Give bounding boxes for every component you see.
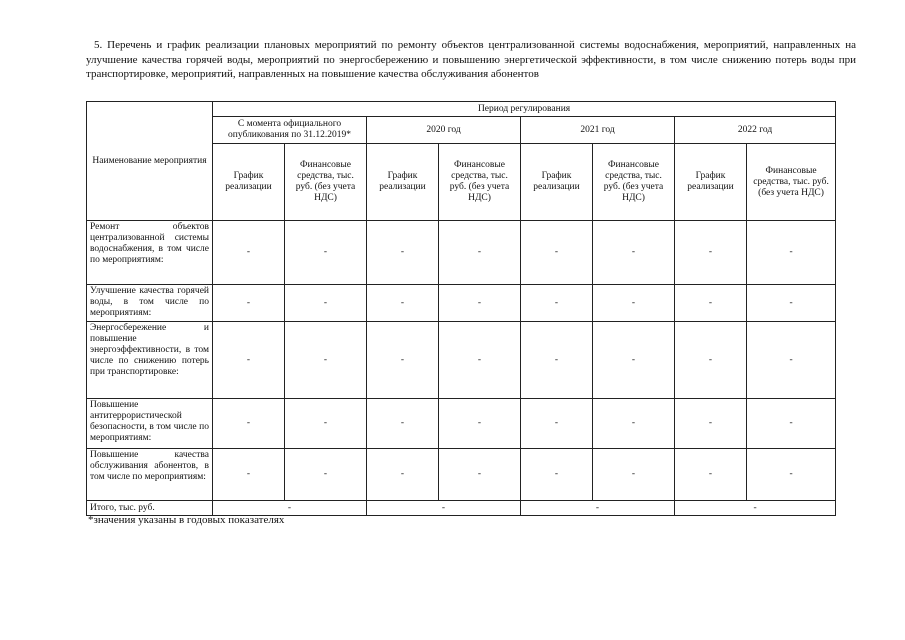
row-value-cell: -: [521, 399, 593, 449]
row-value-cell: -: [285, 285, 367, 322]
total-value-cell: -: [675, 501, 836, 516]
row-value-cell: -: [213, 322, 285, 399]
row-value-cell: -: [747, 221, 836, 285]
row-value-cell: -: [285, 449, 367, 501]
row-value-cell: -: [439, 285, 521, 322]
row-value-cell: -: [439, 322, 521, 399]
period-1: 2020 год: [367, 117, 521, 144]
row-value-cell: -: [747, 399, 836, 449]
row-value-cell: -: [521, 221, 593, 285]
name-column-header: Наименование мероприятия: [87, 102, 213, 221]
row-value-cell: -: [285, 221, 367, 285]
row-value-cell: -: [439, 449, 521, 501]
row-value-cell: -: [439, 221, 521, 285]
row-value-cell: -: [213, 285, 285, 322]
row-name: Повышение антитеррористической безопасности, в том числе по мероприятиям:: [87, 399, 213, 449]
row-value-cell: -: [213, 221, 285, 285]
row-value-cell: -: [285, 399, 367, 449]
sub-header-schedule: График реализации: [213, 144, 285, 221]
table-row: [87, 221, 836, 285]
row-value-cell: -: [747, 322, 836, 399]
row-value-cell: -: [367, 449, 439, 501]
row-value-cell: -: [675, 449, 747, 501]
row-value-cell: -: [675, 399, 747, 449]
sub-header-finance: Финансовые средства, тыс. руб. (без учета НДС): [593, 144, 675, 221]
sub-header-schedule: График реализации: [521, 144, 593, 221]
sub-header-schedule: График реализации: [675, 144, 747, 221]
section-heading: 5. Перечень и график реализации плановых мероприятий по ремонту объектов централизованной системы водоснабжения, мероприятий, направленных на улучшение качества горячей воды, мероприятий по энергосбережению и повышению энергетической эффективности, в том числе снижению потерь воды при транспортировке, мероприятий, направленных на повышение качества обслуживания абонентов: [86, 39, 856, 80]
row-value-cell: -: [439, 399, 521, 449]
row-value-cell: -: [675, 221, 747, 285]
row-value-cell: -: [593, 449, 675, 501]
total-value-cell: -: [367, 501, 521, 516]
row-value-cell: -: [521, 285, 593, 322]
row-value-cell: -: [593, 221, 675, 285]
row-value-cell: -: [521, 322, 593, 399]
row-value-cell: -: [367, 285, 439, 322]
row-name: Энергосбережение и повышение энергоэффективности, в том числе по снижению потерь при транспортировке:: [87, 322, 213, 399]
table-row: [87, 285, 836, 322]
sub-header-schedule: График реализации: [367, 144, 439, 221]
row-name: Ремонт объектов централизованной системы водоснабжения, в том числе по мероприятиям:: [87, 221, 213, 285]
plan-table: [86, 101, 836, 516]
row-value-cell: -: [593, 322, 675, 399]
row-value-cell: -: [367, 322, 439, 399]
sub-header-finance: Финансовые средства, тыс. руб. (без учета НДС): [439, 144, 521, 221]
total-label: Итого, тыс. руб.: [87, 501, 213, 516]
row-value-cell: -: [675, 285, 747, 322]
row-name: Повышение качества обслуживания абонентов, в том числе по мероприятиям:: [87, 449, 213, 501]
row-value-cell: -: [521, 449, 593, 501]
period-2: 2021 год: [521, 117, 675, 144]
row-value-cell: -: [213, 449, 285, 501]
row-value-cell: -: [593, 285, 675, 322]
row-value-cell: -: [285, 322, 367, 399]
row-value-cell: -: [213, 399, 285, 449]
period-3: 2022 год: [675, 117, 836, 144]
row-value-cell: -: [747, 285, 836, 322]
table-row: [87, 449, 836, 501]
row-name: Улучшение качества горячей воды, в том числе по мероприятиям:: [87, 285, 213, 322]
period-0: С момента официального опубликования по 31.12.2019*: [213, 117, 367, 144]
row-value-cell: -: [367, 221, 439, 285]
row-value-cell: -: [747, 449, 836, 501]
row-value-cell: -: [593, 399, 675, 449]
table-row: [87, 399, 836, 449]
sub-header-finance: Финансовые средства, тыс. руб. (без учета НДС): [747, 144, 836, 221]
row-value-cell: -: [675, 322, 747, 399]
total-value-cell: -: [521, 501, 675, 516]
sub-header-finance: Финансовые средства, тыс. руб. (без учета НДС): [285, 144, 367, 221]
table-row: [87, 322, 836, 399]
period-header: Период регулирования: [213, 102, 836, 117]
row-value-cell: -: [367, 399, 439, 449]
total-value-cell: -: [213, 501, 367, 516]
footnote: *значения указаны в годовых показателях: [88, 514, 285, 526]
